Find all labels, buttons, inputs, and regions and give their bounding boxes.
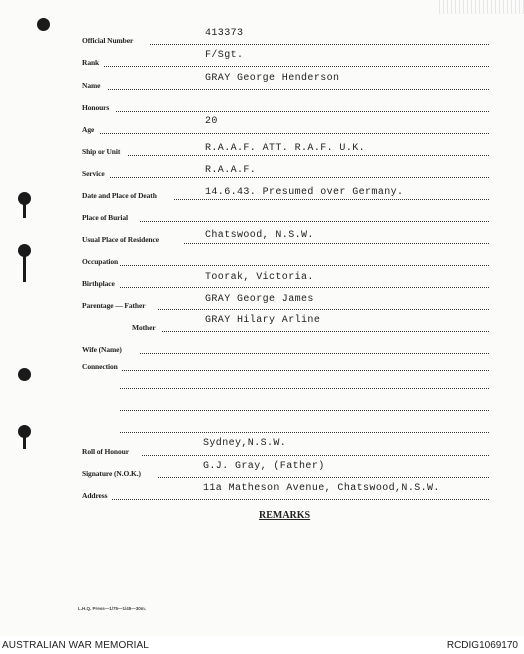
field-label: Ship or Unit — [82, 147, 121, 156]
field-honours — [0, 97, 524, 113]
field-label: Occupation — [82, 257, 119, 266]
field-label: Honours — [82, 103, 110, 112]
field-rank — [0, 52, 524, 68]
field-service — [0, 163, 524, 179]
field-value: 14.6.43. Presumed over Germany. — [205, 187, 404, 198]
margin-marks — [439, 0, 524, 14]
remarks-heading: REMARKS — [259, 510, 311, 521]
field-value: F/Sgt. — [205, 50, 244, 61]
field-value: R.A.A.F. ATT. R.A.F. U.K. — [205, 143, 366, 154]
field-label: Place of Burial — [82, 213, 128, 222]
field-parentage-father — [0, 295, 524, 311]
field-ship-or-unit — [0, 141, 524, 157]
field-connection — [0, 361, 524, 377]
field-line — [158, 477, 489, 478]
field-value: G.J. Gray, (Father) — [203, 461, 325, 472]
field-age — [0, 116, 524, 135]
field-roll-of-honour — [0, 438, 524, 457]
field-label: Mother — [132, 323, 156, 332]
field-line — [110, 177, 489, 178]
field-line — [108, 89, 489, 90]
field-label: Age — [82, 125, 95, 134]
field-place-of-burial — [0, 207, 524, 223]
field-label: Official Number — [82, 36, 134, 45]
field-label: Connection — [82, 362, 118, 371]
field-line — [120, 265, 489, 266]
field-value: 413373 — [205, 28, 244, 39]
field-line — [174, 199, 489, 200]
field-parentage-mother — [0, 317, 524, 333]
field-value: Chatswood, N.S.W. — [205, 230, 314, 241]
field-official-number — [0, 30, 524, 46]
field-birthplace — [0, 273, 524, 289]
field-line — [104, 66, 489, 67]
field-value: Toorak, Victoria. — [205, 272, 314, 283]
field-label: Usual Place of Residence — [82, 235, 159, 244]
connection-line — [120, 388, 489, 389]
field-value: 20 — [205, 116, 218, 127]
field-label: Name — [82, 81, 101, 90]
field-line — [122, 370, 489, 371]
field-value: 11a Matheson Avenue, Chatswood,N.S.W. — [203, 483, 440, 494]
connection-line — [120, 410, 489, 411]
field-line — [140, 221, 489, 222]
field-name — [0, 75, 524, 91]
field-line — [150, 44, 489, 45]
field-line — [112, 499, 489, 500]
field-line — [128, 155, 489, 156]
field-line — [162, 331, 489, 332]
field-line — [116, 111, 489, 112]
field-date-place-of-death — [0, 185, 524, 201]
field-value: R.A.A.F. — [205, 165, 257, 176]
field-label: Date and Place of Death — [82, 191, 157, 200]
field-usual-place-of-residence — [0, 229, 524, 245]
field-line — [140, 353, 489, 354]
field-wife-name — [0, 339, 524, 355]
field-line — [100, 133, 489, 134]
field-line — [158, 309, 489, 310]
field-value: Sydney,N.S.W. — [203, 438, 287, 449]
field-label: Parentage — Father — [82, 301, 146, 310]
field-line — [120, 287, 489, 288]
footer-credit: AUSTRALIAN WAR MEMORIAL — [2, 640, 149, 651]
printer-note: L.H.Q. Press—1/75—1/45—30m. — [78, 606, 147, 611]
field-label: Birthplace — [82, 279, 115, 288]
field-label: Roll of Honour — [82, 447, 129, 456]
field-line — [142, 455, 489, 456]
footer-reference: RCDIG1069170 — [446, 640, 518, 651]
field-label: Address — [82, 491, 108, 500]
field-value: GRAY Hilary Arline — [205, 315, 321, 326]
field-value: GRAY George Henderson — [205, 73, 340, 84]
field-label: Signature (N.O.K.) — [82, 469, 141, 478]
field-line — [184, 243, 489, 244]
field-label: Service — [82, 169, 105, 178]
connection-line — [120, 432, 489, 433]
field-address — [0, 485, 524, 501]
field-signature-nok — [0, 463, 524, 479]
field-value: GRAY George James — [205, 294, 314, 305]
field-occupation — [0, 251, 524, 267]
field-label: Rank — [82, 58, 100, 67]
field-label: Wife (Name) — [82, 345, 122, 354]
